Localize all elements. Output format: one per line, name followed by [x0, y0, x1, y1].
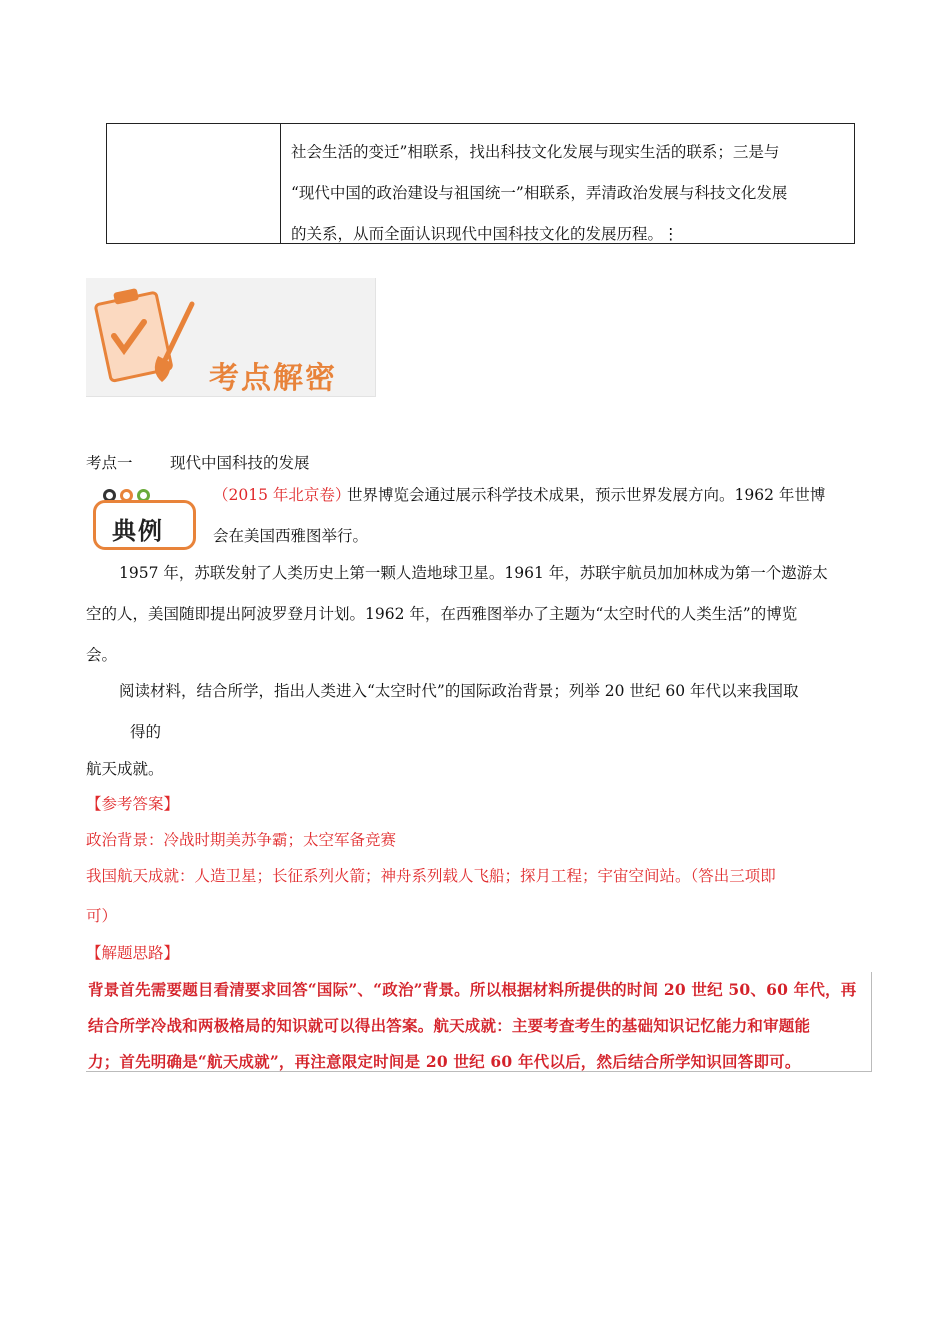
badge-text: 典例	[112, 517, 164, 545]
table-cell	[291, 132, 848, 255]
question-line-1: 阅读材料，结合所学，指出人类进入“太空时代”的国际政治背景；列举 20 世纪 60 年代以来我国取	[119, 682, 799, 700]
answer-line-1: 政治背景：冷战时期美苏争霸；太空军备竞赛	[86, 831, 397, 849]
answer-heading: 【参考答案】	[86, 795, 180, 813]
table-line-2: “现代中国的政治建设与祖国统一”相联系，弄清政治发展与科技文化发展	[291, 184, 788, 202]
table-line-1: 社会生活的变迁”相联系，找出科技文化发展与现实生活的联系；三是与	[291, 143, 780, 161]
section-banner	[86, 278, 376, 397]
answer-line-2: 我国航天成就：人造卫星；长征系列火箭；神舟系列载人飞船；探月工程；宇宙空间站。（答出三项即	[86, 867, 776, 885]
question-line-2: 得的	[130, 723, 162, 741]
analysis-line-2: 结合所学冷战和两极格局的知识就可以得出答案。航天成就：主要考查考生的基础知识记忆能力和审题能	[88, 1016, 811, 1035]
section-label: 考点一	[86, 454, 133, 472]
analysis-line-1: 背景首先需要题目看清要求回答“国际”、“政治”背景。所以根据材料所提供的时间 20 世纪 50、60 年代，再	[88, 980, 857, 999]
analysis-box	[86, 972, 872, 1072]
example-source: （2015 年北京卷）	[213, 486, 351, 504]
answer-line-3: 可）	[86, 907, 118, 925]
example-badge	[91, 486, 199, 552]
analysis-heading: 【解题思路】	[86, 944, 180, 962]
banner-title: 考点解密	[209, 361, 337, 396]
badge-frame	[93, 500, 196, 550]
material-line-1: 1957 年，苏联发射了人类历史上第一颗人造地球卫星。1961 年，苏联宇航员加加林成为第一个遨游太	[119, 564, 828, 582]
table-divider	[280, 124, 281, 243]
example-intro-line-1: 世界博览会通过展示科学技术成果，预示世界发展方向。1962 年世博	[347, 486, 826, 504]
info-table	[106, 123, 855, 244]
analysis-line-3: 力；首先明确是“航天成就”，再注意限定时间是 20 世纪 60 年代以后，然后结合所学知识回答即可。	[88, 1052, 801, 1071]
material-line-3: 会。	[86, 646, 118, 664]
section-title: 现代中国科技的发展	[170, 454, 310, 472]
example-intro-line-2: 会在美国西雅图举行。	[213, 527, 369, 545]
table-line-3: 的关系，从而全面认识现代中国科技文化的发展历程。⋮	[291, 225, 679, 243]
clipboard-brush-icon	[92, 284, 212, 394]
question-line-3: 航天成就。	[86, 760, 164, 778]
material-line-2: 空的人，美国随即提出阿波罗登月计划。1962 年，在西雅图举办了主题为“太空时代的人类生活”的博览	[86, 605, 798, 623]
